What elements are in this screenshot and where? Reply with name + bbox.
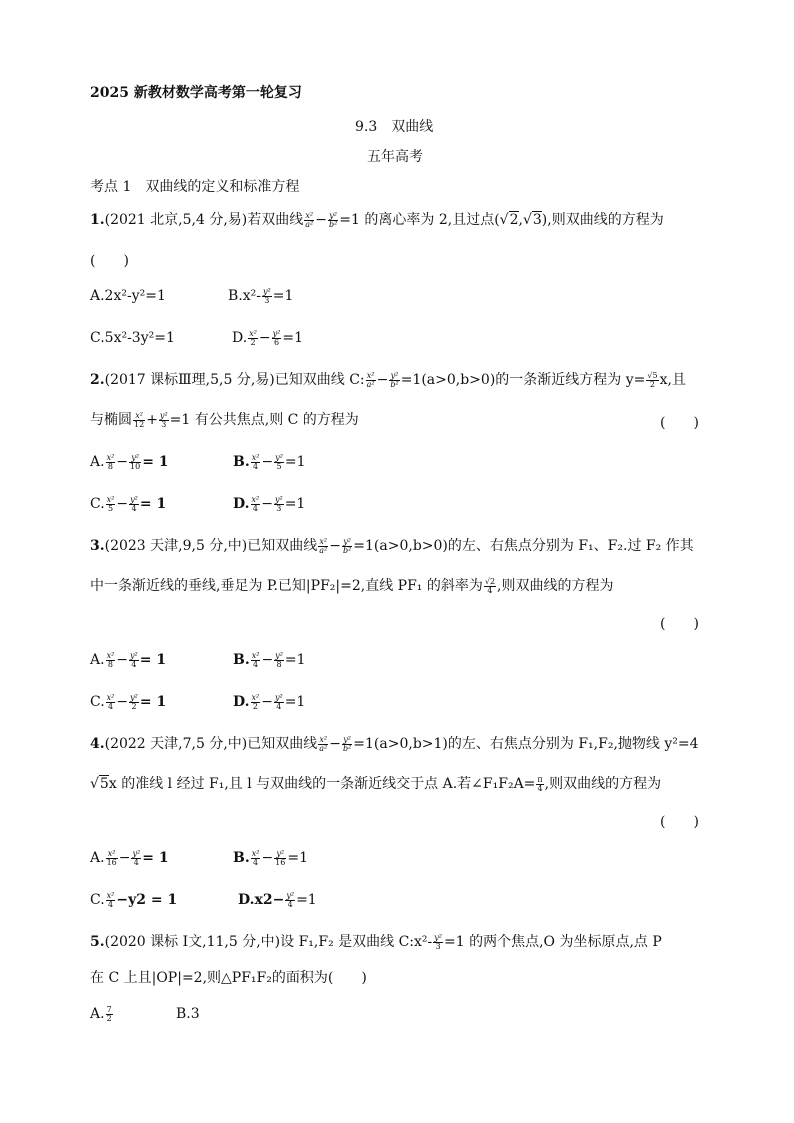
- question-number: 3.: [90, 538, 105, 554]
- question-number: 4.: [90, 736, 105, 752]
- question-1-stem: 1.(2021 北京,5,4 分,易)若双曲线 $\frac{\text{x²}}{\text{a²}}$ − $\frac{\text{y²}}{\text{b²}}$ =1 的离心率为 2,且过点(√2,√3),则双曲线的方程为: [90, 210, 664, 229]
- option-a[interactable]: A.2x²-y²=1: [90, 288, 166, 304]
- question-source: (2022 天津,7,5 分,中): [104, 736, 248, 752]
- answer-paren: ( ): [90, 253, 129, 269]
- section-title: 9.3 双曲线: [355, 119, 434, 135]
- option-d[interactable]: D. $\frac{\text{x²}}{2}$ − $\frac{\text{y²}}{4}$ =1: [233, 692, 306, 711]
- option-c[interactable]: C. $\frac{\text{x²}}{4}$ −y2 = 1: [90, 890, 178, 909]
- option-d[interactable]: D. $\frac{\text{x²}}{4}$ − $\frac{\text{y²}}{3}$ =1: [233, 494, 306, 513]
- kaodian-heading: 考点 1 双曲线的定义和标准方程: [90, 179, 300, 195]
- option-d[interactable]: D.x2− $\frac{\text{y²}}{4}$ =1: [238, 890, 317, 909]
- option-c[interactable]: C. $\frac{\text{x²}}{4}$ − $\frac{\text{y²}}{2}$ = 1: [90, 692, 167, 711]
- question-source: (2021 北京,5,4 分,易): [104, 212, 248, 228]
- option-d[interactable]: D. $\frac{\text{x²}}{2}$ − $\frac{\text{y²}}{6}$ =1: [232, 328, 304, 347]
- document-header: 2025 新教材数学高考第一轮复习: [90, 85, 302, 101]
- option-b[interactable]: B.3: [176, 1006, 200, 1022]
- question-source: (2020 课标 Ⅰ文,11,5 分,中): [104, 934, 281, 950]
- question-source: (2017 课标Ⅲ理,5,5 分,易): [104, 372, 275, 388]
- question-number: 2.: [90, 372, 105, 388]
- question-5-stem: 5.(2020 课标 Ⅰ文,11,5 分,中)设 F₁,F₂ 是双曲线 C:x²- $\frac{\text{y²}}{3}$ =1 的两个焦点,O 为坐标原点,点 P: [90, 932, 662, 951]
- question-2-stem-line2: 与椭圆 $\frac{\text{x²}}{12}$ + $\frac{\text{y²}}{3}$ =1 有公共焦点,则 C 的方程为: [90, 410, 359, 429]
- question-4-stem: 4.(2022 天津,7,5 分,中)已知双曲线 $\frac{\text{x²}}{\text{a²}}$ − $\frac{\text{y²}}{\text{b²}}$ =1(a>0,b>1)的左、右焦点分别为 F₁,F₂,抛物线 y²=4: [90, 734, 699, 753]
- question-3-stem: 3.(2023 天津,9,5 分,中)已知双曲线 $\frac{\text{x²}}{\text{a²}}$ − $\frac{\text{y²}}{\text{b²}}$ =1(a>0,b>0)的左、右焦点分别为 F₁、F₂.过 F₂ 作其: [90, 536, 694, 555]
- fraction: $\frac{\text{x²}}{\text{a²}}$: [305, 210, 314, 229]
- stem-text: 若双曲线: [247, 212, 304, 228]
- question-4-stem-line2: √5x 的准线 l 经过 F₁,且 l 与双曲线的一条渐近线交于点 A.若∠F₁F₂A= $\frac{\pi}{4}$ ,则双曲线的方程为: [90, 774, 662, 793]
- question-source: (2023 天津,9,5 分,中): [104, 538, 248, 554]
- option-a[interactable]: A. $\frac{\text{x²}}{8}$ − $\frac{\text{y²}}{10}$ = 1: [90, 452, 169, 471]
- option-a[interactable]: A. $\frac{\text{x²}}{8}$ − $\frac{\text{y²}}{4}$ = 1: [90, 650, 167, 669]
- answer-paren: ( ): [660, 814, 699, 830]
- option-a[interactable]: A. $\frac{7}{2}$: [90, 1004, 112, 1023]
- stem-text: =1 的离心率为 2,且过点(: [339, 212, 500, 228]
- question-3-stem-line2: 中一条渐近线的垂线,垂足为 P.已知|PF₂|=2,直线 PF₁ 的斜率为 $\frac{√2}{4}$ ,则双曲线的方程为: [90, 576, 614, 595]
- option-b[interactable]: B.x²- $\frac{\text{y²}}{3}$ =1: [228, 286, 294, 305]
- option-b[interactable]: B. $\frac{\text{x²}}{4}$ − $\frac{\text{y²}}{5}$ =1: [233, 452, 306, 471]
- question-number: 5.: [90, 934, 105, 950]
- question-5-stem-line2: 在 C 上且|OP|=2,则△PF₁F₂的面积为( ): [90, 970, 367, 986]
- option-a[interactable]: A. $\frac{\text{x²}}{16}$ − $\frac{\text{y²}}{4}$ = 1: [90, 848, 169, 867]
- option-b[interactable]: B. $\frac{\text{x²}}{4}$ − $\frac{\text{y²}}{16}$ =1: [233, 848, 308, 867]
- fraction: $\frac{\text{y²}}{\text{b²}}$: [328, 210, 338, 229]
- answer-paren: ( ): [660, 415, 699, 431]
- option-c[interactable]: C.5x²-3y²=1: [90, 330, 175, 346]
- option-b[interactable]: B. $\frac{\text{x²}}{4}$ − $\frac{\text{y²}}{8}$ =1: [233, 650, 306, 669]
- option-c[interactable]: C. $\frac{\text{x²}}{5}$ − $\frac{\text{y²}}{4}$ = 1: [90, 494, 167, 513]
- subtitle: 五年高考: [367, 149, 423, 165]
- question-number: 1.: [90, 212, 105, 228]
- question-2-stem: 2.(2017 课标Ⅲ理,5,5 分,易)已知双曲线 C: $\frac{\text{x²}}{\text{a²}}$ − $\frac{\text{y²}}{\text{b²}}$ =1(a>0,b>0)的一条渐近线方程为 y= $\frac{√5}{2}$ x,且: [90, 370, 686, 389]
- stem-text: ),则双曲线的方程为: [541, 212, 664, 228]
- answer-paren: ( ): [660, 616, 699, 632]
